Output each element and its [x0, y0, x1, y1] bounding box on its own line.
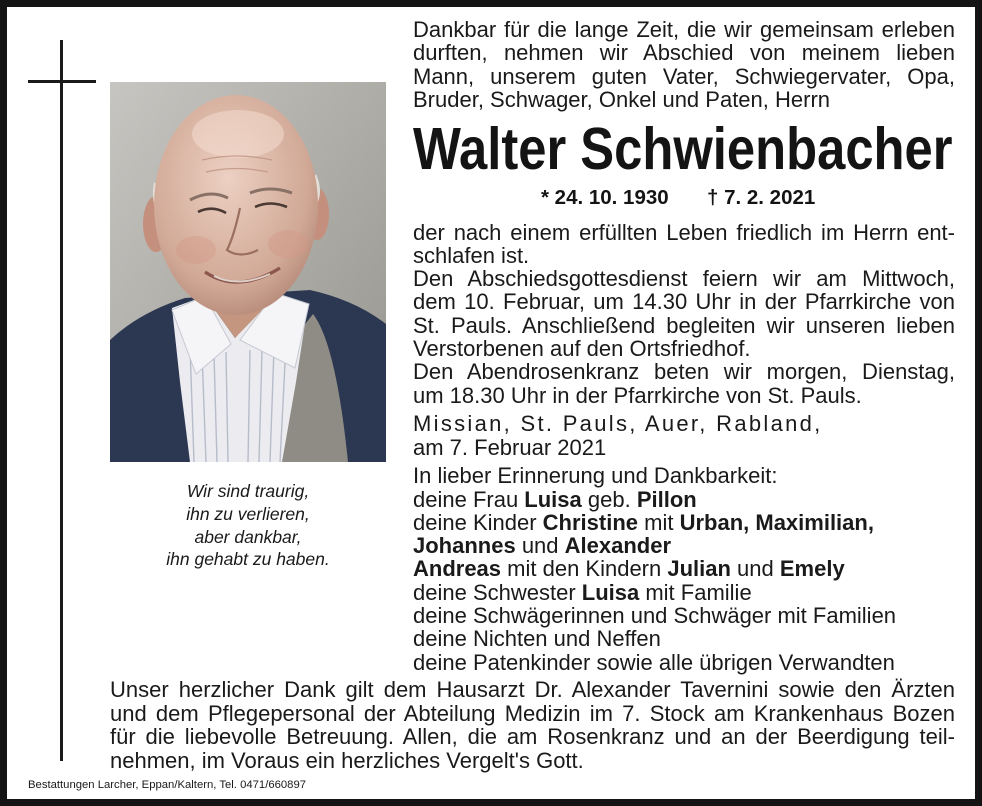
body-line: um 18.30 Uhr in der Pfarrkirche von St. Pauls. — [413, 382, 862, 408]
mourners-list — [413, 464, 955, 674]
quote-line: aber dankbar, — [194, 526, 302, 547]
places-line: Missian, St. Pauls, Auer, Rabland, — [413, 411, 823, 437]
mourner-text: geb. — [581, 486, 637, 512]
mourner-text: deine Frau — [413, 486, 525, 512]
body-line: der nach einem erfüllten Leben friedlich im Herrn ent- — [413, 219, 955, 245]
intro-line: Dankbar für die lange Zeit, die wir gemeinsam erleben — [413, 17, 955, 42]
mourner-text: und — [730, 556, 780, 582]
body-line: Verstorbenen auf den Ortsfriedhof. — [413, 335, 751, 361]
mourner-line — [413, 534, 955, 557]
mourner-text: deine Schwester — [413, 579, 582, 605]
mourner-text: mit Familie — [639, 579, 752, 605]
thanks-line: und dem Pflegepersonal der Abteilung Medizin im 7. Stock am Krankenhaus Bozen — [110, 700, 955, 726]
mourners-heading: In lieber Erinnerung und Dankbarkeit: — [413, 463, 778, 489]
portrait-photo — [110, 82, 386, 462]
cross-horizontal-bar — [28, 80, 96, 83]
mourner-text: deine Kinder — [413, 509, 543, 535]
mourner-text: deine Patenkinder sowie alle übrigen Verwandten — [413, 649, 895, 675]
mourner-name: Andreas — [413, 556, 502, 582]
condolence-quote — [110, 480, 386, 571]
mourner-text: deine Schwägerinnen und Schwäger mit Familien — [413, 603, 897, 629]
body-line: Den Abendrosenkranz beten wir morgen, Dienstag, — [413, 359, 955, 385]
mourner-text: deine Nichten und Neffen — [413, 626, 661, 652]
cross-vertical-bar — [60, 40, 63, 761]
mourner-line — [413, 557, 955, 580]
mourner-line — [413, 581, 955, 604]
intro-line: durften, nehmen wir Abschied von meinem lieben — [413, 40, 955, 66]
mourner-name: Pillon — [636, 486, 697, 512]
intro-paragraph — [413, 18, 955, 111]
quote-line: ihn gehabt zu haben. — [166, 549, 330, 570]
birth-date: * 24. 10. 1930 — [541, 186, 669, 209]
mourner-line — [413, 627, 955, 650]
body-line: Den Abschiedsgottesdienst feiern wir am Mittwoch, — [413, 266, 955, 292]
funeral-home-credit: Bestattungen Larcher, Eppan/Kaltern, Tel. 0471/660897 — [28, 779, 307, 791]
body-line: St. Pauls. Anschließend begleiten wir unseren lieben — [413, 312, 955, 338]
deceased-name: Walter Schwienbacher — [413, 116, 953, 182]
body-line: dem 10. Februar, um 14.30 Uhr in der Pfarrkirche von — [413, 289, 955, 315]
thanks-line: für die liebevolle Betreuung. Allen, die am Rosenkranz und an der Beerdigung teil- — [110, 724, 955, 750]
mourner-text: und — [515, 533, 565, 559]
mourner-name: Emely — [779, 556, 845, 582]
mourner-name: Julian — [667, 556, 731, 582]
death-date: † 7. 2. 2021 — [707, 186, 816, 209]
thanks-line: nehmen, im Voraus ein herzliches Vergelt's Gott. — [110, 747, 584, 773]
mourner-line — [413, 604, 955, 627]
mourner-line — [413, 651, 955, 674]
thanks-line: Unser herzlicher Dank gilt dem Hausarzt Dr. Alexander Tavernini sowie den Ärzten — [110, 677, 955, 702]
thanks-paragraph — [110, 678, 955, 772]
date-line: am 7. Februar 2021 — [413, 434, 607, 460]
mourner-name: Urban, Maximilian, — [679, 509, 874, 535]
body-line: schlafen ist. — [413, 242, 530, 268]
mourner-name: Alexander — [564, 533, 672, 559]
intro-line: Mann, unserem guten Vater, Schwiegervater, Opa, — [413, 63, 955, 89]
mourner-name: Luisa — [524, 486, 582, 512]
quote-line: Wir sind traurig, — [186, 481, 310, 501]
mourner-name: Johannes — [413, 533, 516, 559]
mourner-name: Christine — [542, 509, 639, 535]
place-and-date — [413, 412, 955, 459]
intro-line: Bruder, Schwager, Onkel und Paten, Herrn — [413, 86, 831, 112]
mourner-text: mit — [638, 509, 680, 535]
mourner-name: Luisa — [581, 579, 640, 605]
funeral-details — [413, 221, 955, 407]
mourner-line — [413, 488, 955, 511]
mourner-line — [413, 511, 955, 534]
quote-line: ihn zu verlieren, — [186, 503, 310, 524]
mourner-text: mit den Kindern — [501, 556, 668, 582]
portrait-illustration — [110, 82, 386, 462]
